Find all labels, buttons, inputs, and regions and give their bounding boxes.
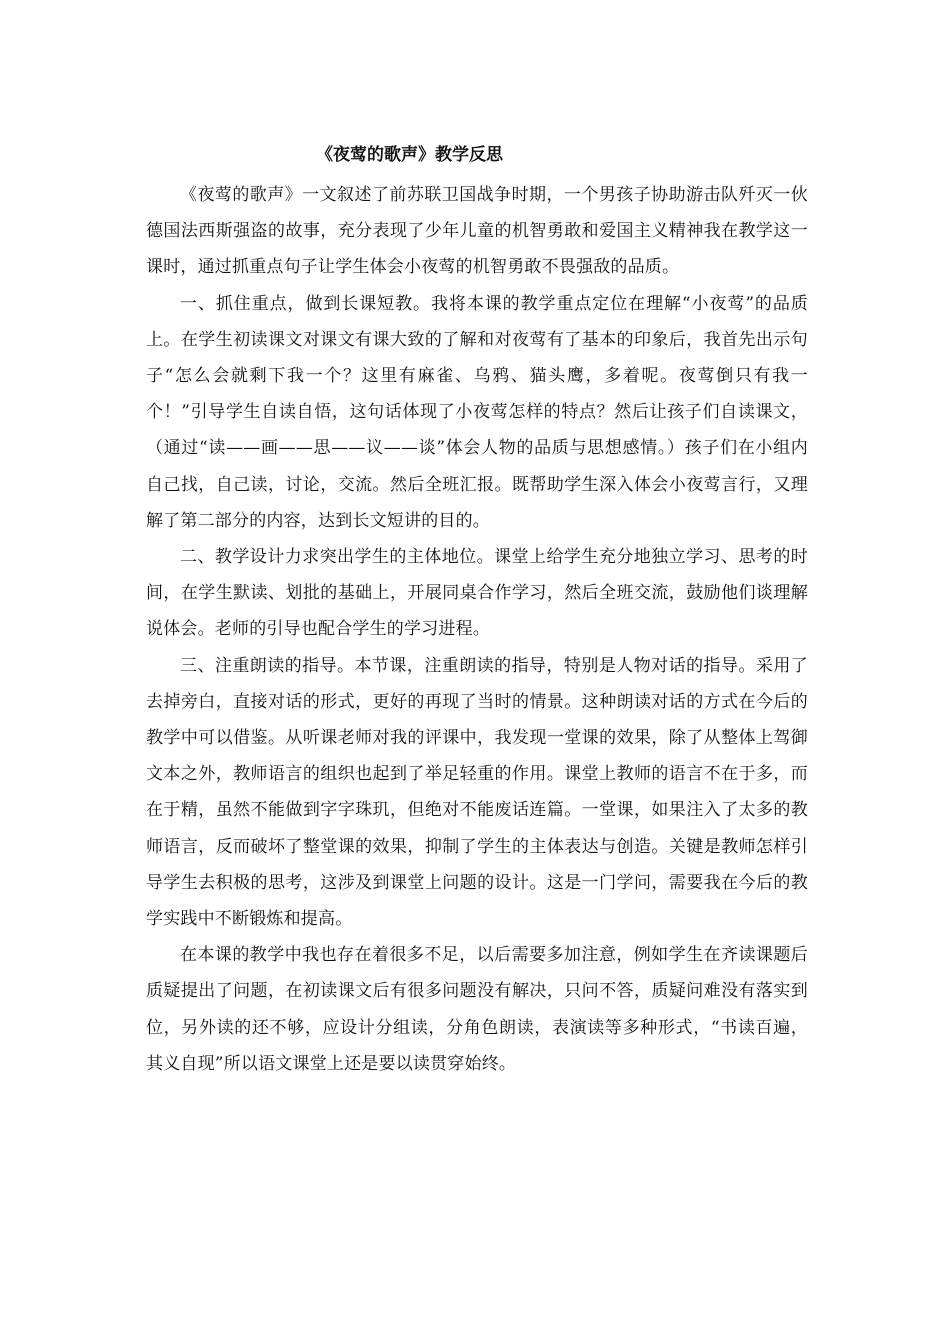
paragraph-point-one: 一、抓住重点，做到长课短教。我将本课的教学重点定位在理解“小夜莺”的品质上。在学生初读课文对课文有课大致的了解和对夜莺有了基本的印象后，我首先出示句子“怎么会就剩下我一个？这里有麻雀、乌鸦、猫头鹰，多着呢。夜莺倒只有我一个！”引导学生自读自悟，这句话体现了小夜莺怎样的特点？然后让孩子们自读课文，（通过“读——画——思——议——谈”体会人物的品质与思想感情。）孩子们在小组内自己找，自己读，讨论，交流。然后全班汇报。既帮助学生深入体会小夜莺言行，又理解了第二部分的内容，达到长文短讲的目的。	[146, 293, 808, 531]
paragraph-intro: 《夜莺的歌声》一文叙述了前苏联卫国战争时期，一个男孩子协助游击队歼灭一伙德国法西斯强盗的故事，充分表现了少年儿童的机智勇敢和爱国主义精神我在教学这一课时，通过抓重点句子让学生体会小夜莺的机智勇敢不畏强敌的品质。	[146, 185, 808, 278]
paragraph-conclusion: 在本课的教学中我也存在着很多不足，以后需要多加注意，例如学生在齐读课题后质疑提出了问题，在初读课文后有很多问题没有解决，只问不答，质疑问难没有落实到位，另外读的还不够，应设计分组读，分角色朗读，表演读等多种形式，“书读百遍，其义自现”所以语文课堂上还是要以读贯穿始终。	[146, 945, 808, 1074]
paragraph-point-three: 三、注重朗读的指导。本节课，注重朗读的指导，特别是人物对话的指导。采用了去掉旁白，直接对话的形式，更好的再现了当时的情景。这种朗读对话的方式在今后的教学中可以借鉴。从听课老师对我的评课中，我发现一堂课的效果，除了从整体上驾御文本之外，教师语言的组织也起到了举足轻重的作用。课堂上教师的语言不在于多，而在于精，虽然不能做到字字珠玑，但绝对不能废话连篇。一堂课，如果注入了太多的教师语言，反而破坏了整堂课的效果，抑制了学生的主体表达与创造。关键是教师怎样引导学生去积极的思考，这涉及到课堂上问题的设计。这是一门学问，需要我在今后的教学实践中不断锻炼和提高。	[146, 655, 808, 930]
document-title: 《夜莺的歌声》教学反思	[316, 145, 503, 165]
paragraph-point-two: 二、教学设计力求突出学生的主体地位。课堂上给学生充分地独立学习、思考的时间，在学生默读、划批的基础上，开展同桌合作学习，然后全班交流，鼓励他们谈理解说体会。老师的引导也配合学生的学习进程。	[146, 547, 808, 640]
document-body	[146, 137, 808, 1082]
